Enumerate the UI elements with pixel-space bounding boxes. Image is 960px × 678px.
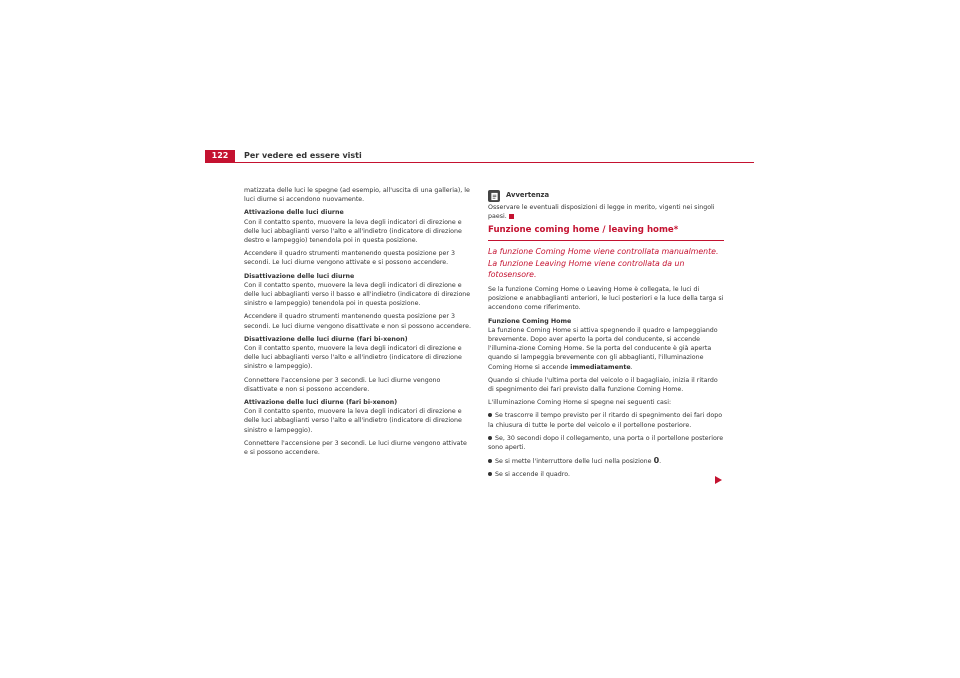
list-item: Se, 30 secondi dopo il collegamento, una porta o il portellone posteriore sono aperti. (488, 434, 724, 451)
section-title: Funzione coming home / leaving home* (488, 225, 679, 236)
list-item: Se trascorre il tempo previsto per il ritardo di spegnimento dei fari dopo la chiusura di tutte le porte del veicolo e il portellone posteriore. (488, 412, 723, 429)
paragraph: Accendere il quadro strumenti mantenendo questa posizione per 3 secondi. Le luci diurne vengono disattivate e non si possono accendere. (244, 313, 472, 330)
emphasis: immediatamente (570, 363, 631, 371)
left-column (244, 186, 472, 461)
continue-arrow-icon (715, 476, 722, 484)
end-of-section-icon (509, 214, 514, 219)
paragraph: Con il contatto spento, muovere la leva degli indicatori di direzione e delle luci abbaglianti verso l'alto e all'indietro (indicatore di direzione sinistro e lampeggio). (244, 408, 462, 434)
paragraph: Con il contatto spento, muovere la leva degli indicatori di direzione e delle luci abbaglianti verso il basso e all'indietro (indicatore di direzione sinistro e lampeggio) tenendola poi in questa posizione. (244, 281, 471, 308)
paragraph: Accendere il quadro strumenti mantenendo questa posizione per 3 secondi. Le luci diurne vengono attivate e si possono accendere. (244, 250, 456, 267)
paragraph: Con il contatto spento, muovere la leva degli indicatori di direzione e delle luci abbaglianti verso l'alto e all'indietro (indicatore di direzione destro e lampeggio) tenendola poi in questa posizione. (244, 218, 462, 245)
paragraph: Con il contatto spento, muovere la leva degli indicatori di direzione e delle luci abbaglianti verso l'alto e all'indietro (indicatore di direzione sinistro e lampeggio). (244, 345, 462, 371)
warning-label: Avvertenza (506, 191, 550, 200)
section-rule (488, 240, 724, 241)
light-switch-position-symbol: 0 (653, 456, 660, 466)
bullet-icon (488, 436, 492, 440)
paragraph: Connettere l'accensione per 3 secondi. Le luci diurne vengono disattivate e non si possono accendere. (244, 376, 441, 393)
paragraph: Connettere l'accensione per 3 secondi. Le luci diurne vengono attivate e si possono accendere. (244, 439, 467, 457)
heading-deactivation-bixenon: Disattivazione delle luci diurne (fari bi-xenon) (244, 335, 408, 343)
paragraph: Quando si chiude l'ultima porta del veicolo o il bagagliaio, inizia il ritardo di spegnimento dei fari previsto dalla funzione Coming Home. (488, 376, 718, 393)
heading-activation-bixenon: Attivazione delle luci diurne (fari bi-xenon) (244, 399, 398, 407)
heading-activation: Attivazione delle luci diurne (244, 209, 344, 217)
heading-deactivation: Disattivazione delle luci diurne (244, 272, 355, 280)
header-rule (205, 162, 754, 163)
intro-paragraph: matizzata delle luci le spegne (ad esempio, all'uscita di una galleria), le luci diurne si accendono nuovamente. (244, 187, 470, 204)
page-number: 122 (205, 150, 235, 162)
bullet-icon (488, 459, 492, 463)
paragraph: L'illuminazione Coming Home si spegne nei seguenti casi: (488, 399, 672, 407)
paragraph: Se la funzione Coming Home o Leaving Home è collegata, le luci di posizione e anabbaglianti anteriori, le luci posteriori e la luce della targa si accendono come riferimento. (488, 285, 724, 312)
warning-text: Osservare le eventuali disposizioni di legge in merito, vigenti nei singoli paesi. (488, 204, 715, 221)
note-icon (488, 190, 500, 202)
right-column (488, 186, 724, 484)
list-item: Se si accende il quadro. (488, 470, 724, 479)
warning-header (488, 189, 724, 203)
running-title: Per vedere ed essere visti (244, 151, 362, 160)
section-lead: La funzione Coming Home viene controllata manualmente. La funzione Leaving Home viene controllata da un fotosensore. (488, 247, 719, 280)
bullet-icon (488, 413, 492, 417)
bullet-icon (488, 472, 492, 476)
list-item: Se si mette l'interruttore delle luci nella posizione 0. (488, 456, 724, 466)
paragraph: La funzione Coming Home si attiva spegnendo il quadro e lampeggiando brevemente. Dopo aver aperto la porta del conducente, si accende l'illumina-zione Coming Home. Se la porta del conducente è già aperta quando si lampeggia brevemente con gli abbaglianti, l'illuminazione Coming Home si accende immediatamente. (488, 326, 718, 371)
subheading-coming-home: Funzione Coming Home (488, 317, 572, 325)
